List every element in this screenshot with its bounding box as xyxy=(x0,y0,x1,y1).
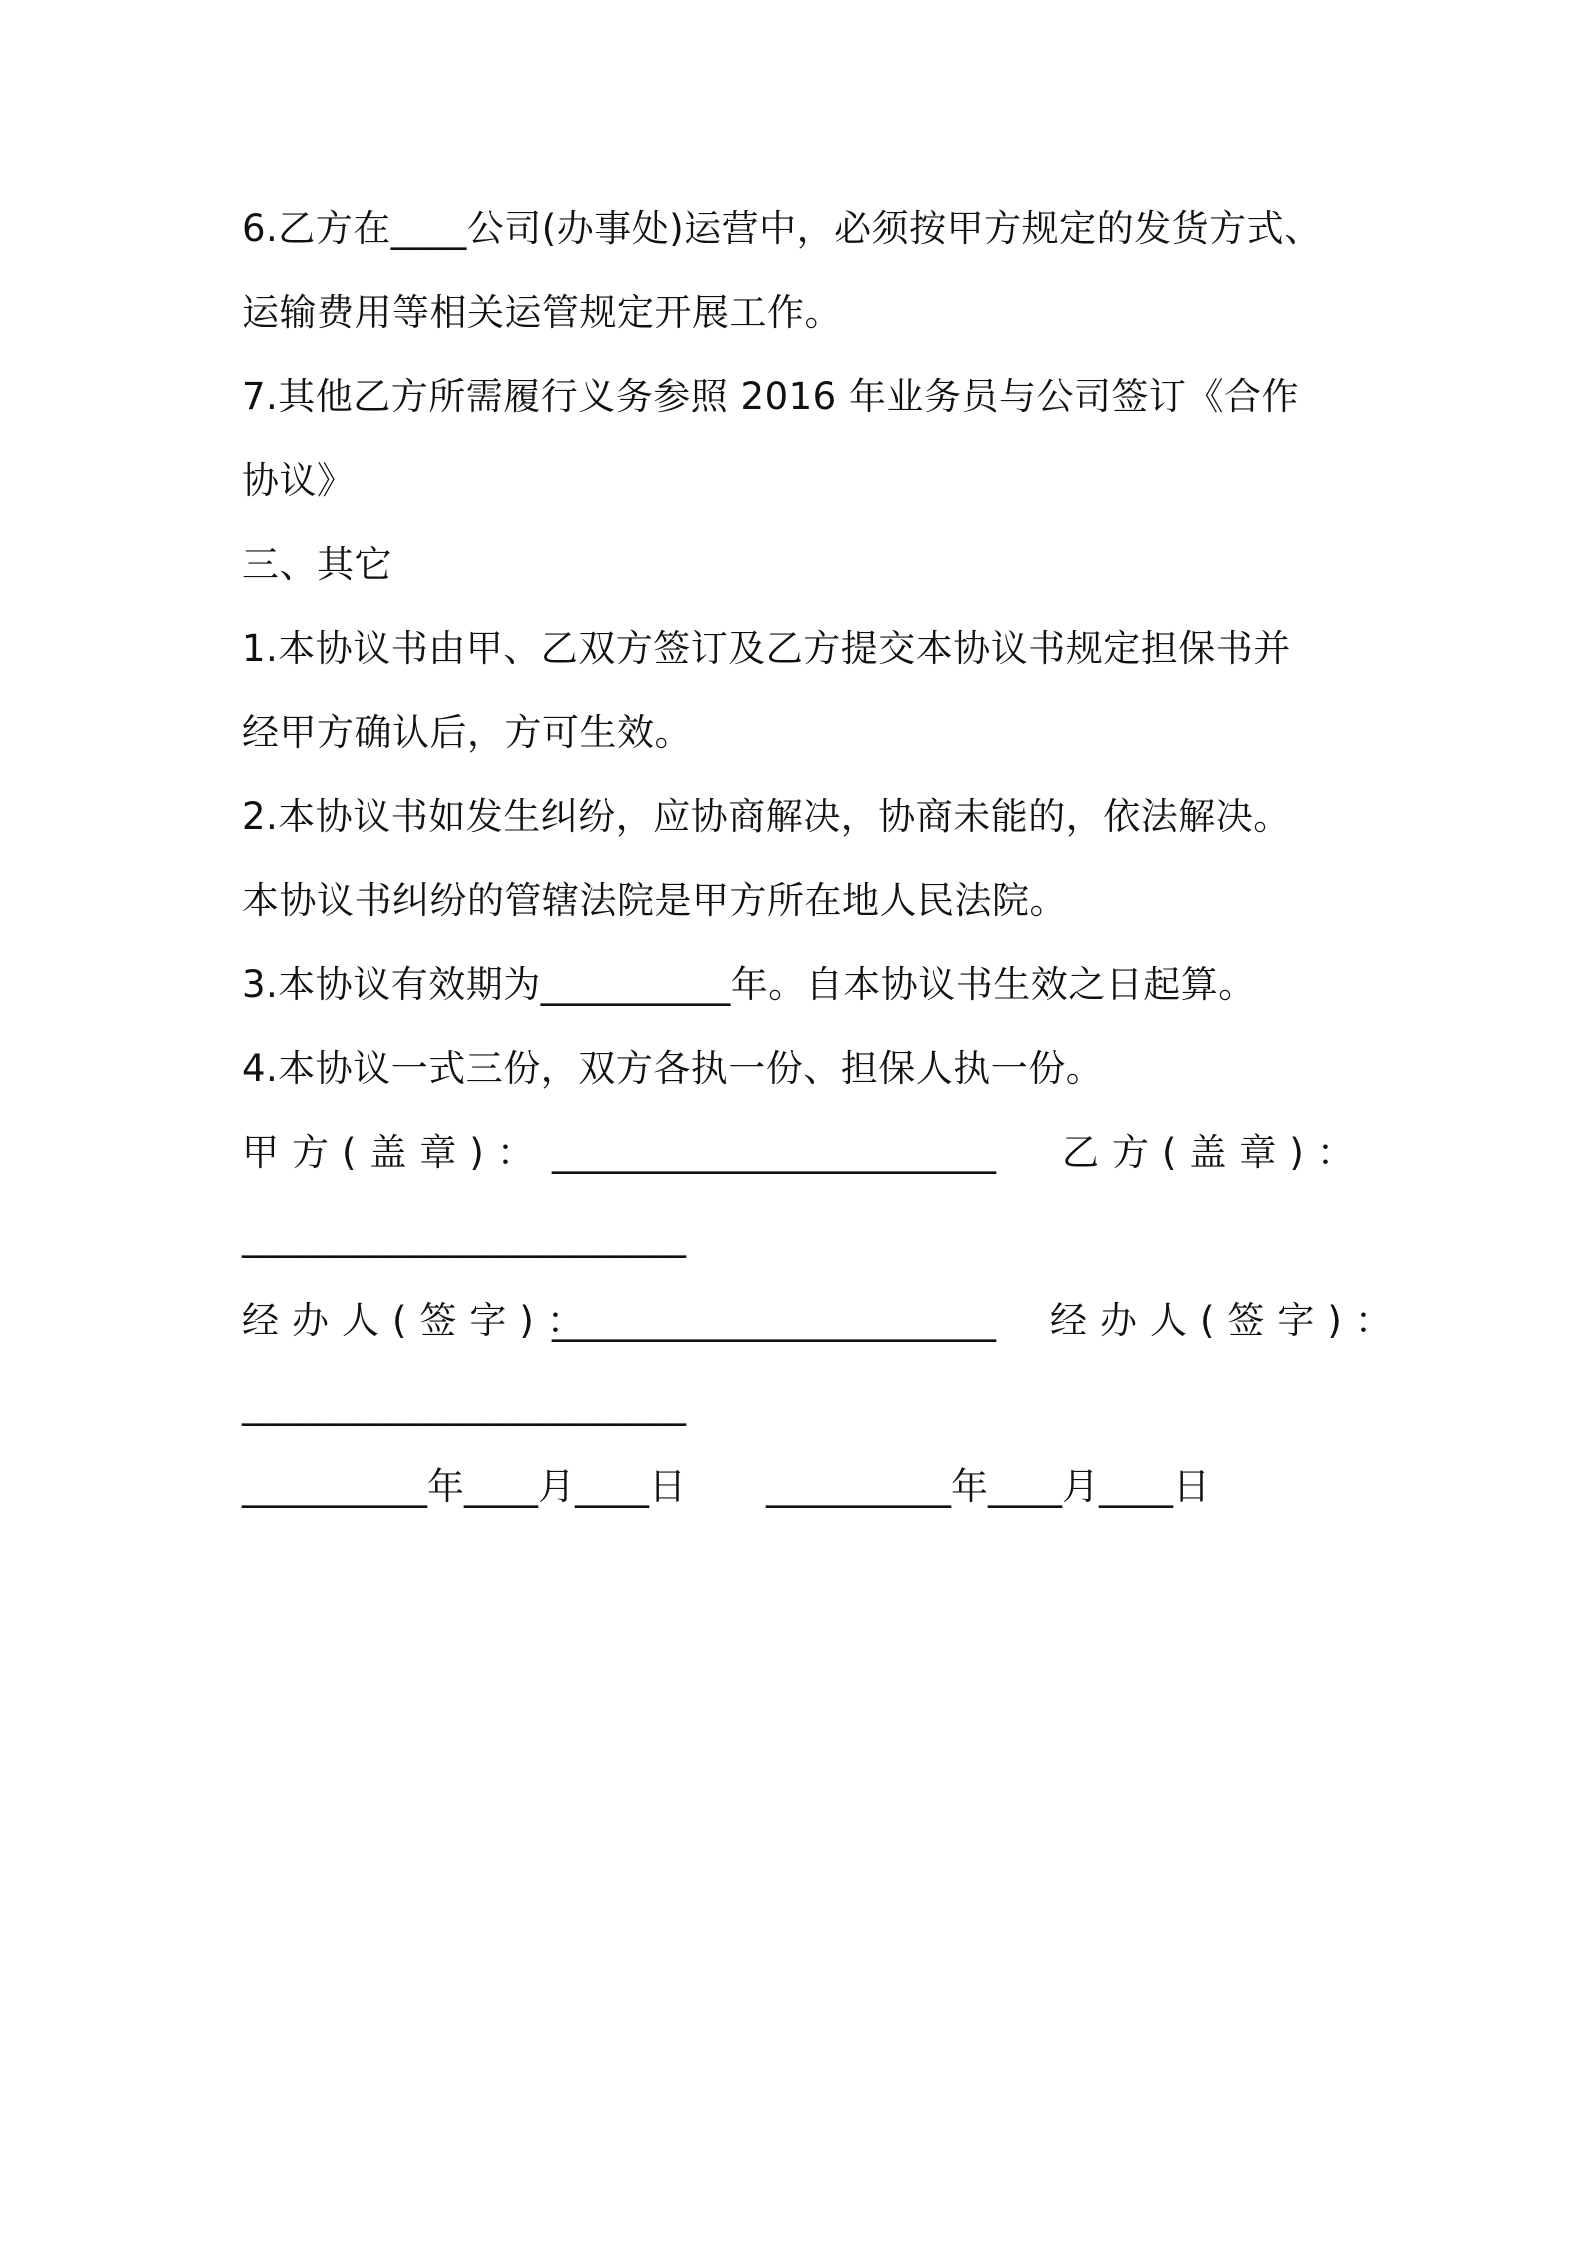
party-a-agent-label: 经办人(签字)： xyxy=(242,1299,597,1342)
party-b-seal-label: 乙方(盖章)： xyxy=(1062,1131,1367,1174)
clause-7-line-2: 协议》 xyxy=(242,459,355,502)
party-b-agent-label: 经办人(签字)： xyxy=(1050,1299,1405,1342)
other-clause-2-line-2: 本协议书纠纷的管辖法院是甲方所在地人民法院。 xyxy=(242,879,1067,922)
party-a-date: __________年____月____日 xyxy=(242,1465,686,1508)
other-clause-4: 4.本协议一式三份，双方各执一份、担保人执一份。 xyxy=(242,1047,1104,1090)
section-heading-other: 三、其它 xyxy=(242,543,392,586)
clause-6-line-2: 运输费用等相关运管规定开展工作。 xyxy=(242,291,842,334)
party-b-seal-blank: ________________________ xyxy=(242,1215,686,1258)
clause-6-line-1: 6.乙方在____公司(办事处)运营中，必须按甲方规定的发货方式、 xyxy=(242,207,1322,250)
party-a-seal-label: 甲方(盖章)： xyxy=(242,1131,547,1174)
other-clause-1-line-1: 1.本协议书由甲、乙双方签订及乙方提交本协议书规定担保书并 xyxy=(242,627,1291,670)
party-b-agent-blank: ________________________ xyxy=(242,1383,686,1426)
clause-7-line-1: 7.其他乙方所需履行义务参照 2016 年业务员与公司签订《合作 xyxy=(242,375,1299,418)
party-b-date: __________年____月____日 xyxy=(766,1465,1210,1508)
party-a-agent-blank: ________________________ xyxy=(552,1299,996,1342)
other-clause-1-line-2: 经甲方确认后，方可生效。 xyxy=(242,711,692,754)
other-clause-3: 3.本协议有效期为__________年。自本协议书生效之日起算。 xyxy=(242,963,1256,1006)
party-a-seal-blank: ________________________ xyxy=(552,1131,996,1174)
other-clause-2-line-1: 2.本协议书如发生纠纷，应协商解决，协商未能的，依法解决。 xyxy=(242,795,1291,838)
